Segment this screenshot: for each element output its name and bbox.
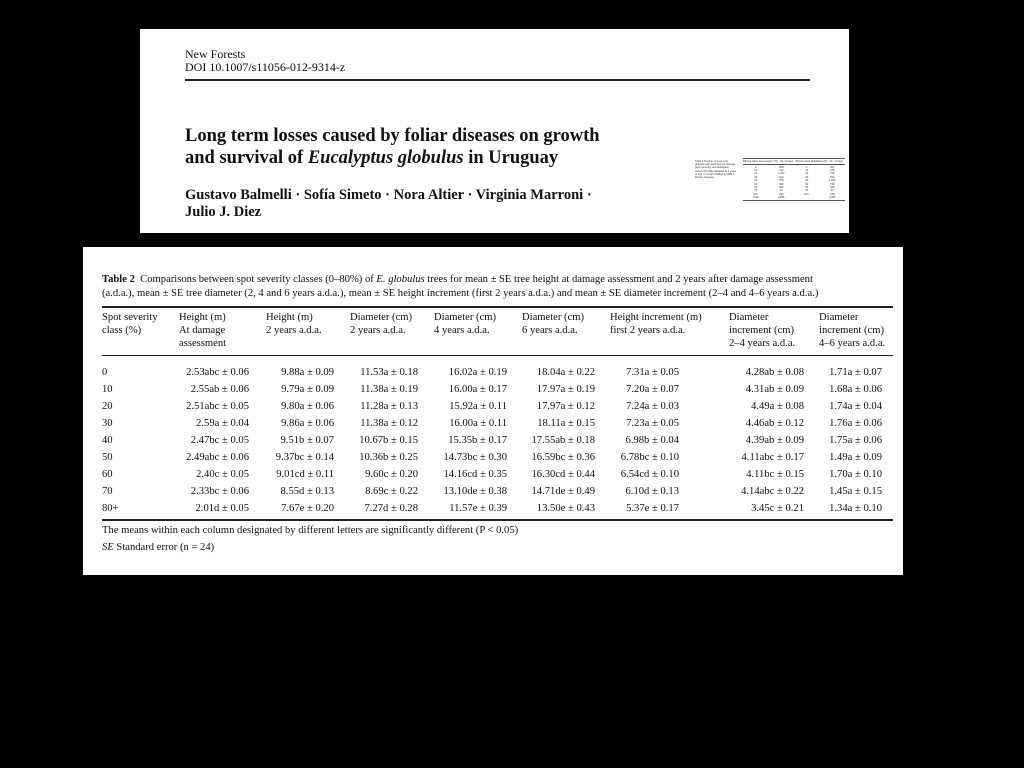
- table-cell: 6.98b ± 0.04: [625, 435, 679, 446]
- thumbnail-cell: 56: [830, 189, 834, 193]
- table-cell: 6.78bc ± 0.10: [620, 452, 679, 463]
- table-cell: 14.71de ± 0.49: [531, 486, 595, 497]
- table-cell: 6.10d ± 0.13: [625, 486, 679, 497]
- severity-class-cell: 10: [102, 384, 113, 395]
- table-cell: 7.27d ± 0.28: [364, 503, 418, 514]
- table-cell: 9.01cd ± 0.11: [276, 469, 334, 480]
- thumbnail-row: [743, 196, 845, 199]
- paper-authors: [185, 187, 705, 221]
- thumbnail-cell: 798: [779, 179, 784, 183]
- column-header-1: Spot severity: [102, 312, 158, 323]
- table-cell: 11.57e ± 0.39: [449, 503, 507, 514]
- table-cell: 9.86a ± 0.06: [281, 418, 334, 429]
- table-cell: 1.68a ± 0.06: [829, 384, 882, 395]
- thumbnail-cell: 419: [779, 168, 784, 172]
- table-cell: 4.31ab ± 0.09: [745, 384, 804, 395]
- table-cell: 2.53abc ± 0.06: [186, 367, 249, 378]
- table-cell: 4.28ab ± 0.08: [745, 367, 804, 378]
- table-cell: 1.74a ± 0.04: [829, 401, 882, 412]
- thumbnail-cell: Total: [753, 196, 759, 200]
- thumbnail-cell: 0: [806, 165, 808, 169]
- column-header-8: 2–4 years a.d.a.: [729, 338, 796, 349]
- table-label: Table 2: [102, 274, 135, 285]
- table-cell: 4.46ab ± 0.12: [745, 418, 804, 429]
- thumbnail-cell: 80+: [804, 192, 809, 196]
- table-bottom-rule: [102, 519, 893, 521]
- thumbnail-cell: 428: [830, 185, 835, 189]
- table-cell: 6.54cd ± 0.10: [620, 469, 679, 480]
- table-cell: 16.59bc ± 0.36: [531, 452, 595, 463]
- table-cell: 4.39ab ± 0.09: [745, 435, 804, 446]
- severity-class-cell: 70: [102, 486, 113, 497]
- severity-class-cell: 0: [102, 367, 108, 378]
- table-cell: 2.40c ± 0.05: [196, 469, 249, 480]
- table-cell: 7.23a ± 0.05: [626, 418, 679, 429]
- thumbnail-table: [743, 157, 845, 202]
- thumbnail-cell: 50: [805, 182, 809, 186]
- table-cell: 17.97a ± 0.19: [536, 384, 595, 395]
- caption-line-2: (a.d.a.), mean ± SE tree diameter (2, 4 and 6 years a.d.a.), mean ± SE height increment (first 2 years a.d.a.) and mean ± SE diameter increment (2–4 and 4–6 years a.d.a.): [102, 288, 819, 299]
- table-cell: 13.10de ± 0.38: [443, 486, 507, 497]
- thumbnail-cell: 40: [754, 179, 758, 183]
- thumbnail-cell: 40: [805, 179, 809, 183]
- thumbnail-cell: 1,019: [829, 179, 836, 183]
- table-cell: 9.51b ± 0.07: [280, 435, 334, 446]
- column-header-9: Diameter: [819, 312, 859, 323]
- journal-doi: DOI 10.1007/s11056-012-9314-z: [185, 60, 346, 74]
- thumbnail-header-cell: No. of trees: [779, 159, 794, 163]
- table1-thumbnail: [695, 157, 845, 230]
- table-cell: 1.71a ± 0.07: [829, 367, 882, 378]
- thumbnail-cell: 490: [779, 182, 784, 186]
- severity-class-cell: 20: [102, 401, 113, 412]
- table-cell: 15.35b ± 0.17: [448, 435, 507, 446]
- table-note-significance: The means within each column designated by different letters are significantly different (P < 0.05): [102, 525, 519, 536]
- table-cell: 16.30cd ± 0.44: [531, 469, 595, 480]
- table-note-se: SE Standard error (n = 24): [102, 542, 215, 553]
- thumbnail-cell: 303: [779, 185, 784, 189]
- table-cell: 1.76a ± 0.06: [829, 418, 882, 429]
- table-cell: 4.14abc ± 0.22: [741, 486, 804, 497]
- table-cell: 7.31a ± 0.05: [626, 367, 679, 378]
- species-name: Eucalyptus globulus: [307, 148, 464, 168]
- thumbnail-cell: 4,955: [778, 196, 785, 200]
- title-line-2: and survival of Eucalyptus globulus in Uruguay: [185, 148, 559, 168]
- column-header-6: 6 years a.d.a.: [522, 325, 578, 336]
- authors-line-1: Gustavo Balmelli · Sofía Simeto · Nora Altier · Virginia Marroni ·: [185, 187, 592, 203]
- paper-header-panel: [140, 29, 849, 233]
- thumbnail-cell: 278: [830, 192, 835, 196]
- table-cell: 4.11bc ± 0.15: [746, 469, 804, 480]
- thumbnail-cell: 20: [754, 172, 758, 176]
- table-cell: 7.24a ± 0.03: [626, 401, 679, 412]
- thumbnail-cell: 251: [830, 165, 835, 169]
- paper-title: [185, 125, 745, 169]
- thumbnail-cell: 912: [779, 175, 784, 179]
- table-cell: 1.70a ± 0.10: [829, 469, 882, 480]
- table-cell: 3.45c ± 0.21: [751, 503, 804, 514]
- title-line-1: Long term losses caused by foliar diseases on growth: [185, 126, 600, 146]
- thumbnail-cell: 70: [805, 189, 809, 193]
- table-cell: 11.53a ± 0.18: [360, 367, 418, 378]
- authors-line-2: Julio J. Diez: [185, 204, 262, 220]
- caption-species: E. globulus: [376, 274, 425, 285]
- table-cell: 2.33bc ± 0.06: [190, 486, 249, 497]
- column-header-5: Diameter (cm): [434, 312, 497, 323]
- thumbnail-caption: Table 1 Number of trees of E. globulus with each level of damage (spot severity) and defoliation caused by foliar diseases at 2 years of age, in a trial installed in 2003 in Rivera, Uruguay: [695, 160, 737, 180]
- column-header-7: first 2 years a.d.a.: [610, 325, 686, 336]
- thumbnail-cell: 70: [754, 189, 758, 193]
- table-cell: 2.49abc ± 0.06: [186, 452, 249, 463]
- table-cell: 8.55d ± 0.13: [280, 486, 334, 497]
- table-cell: 15.92a ± 0.11: [449, 401, 507, 412]
- table-cell: 9.60c ± 0.20: [365, 469, 418, 480]
- table-cell: 14.16cd ± 0.35: [443, 469, 507, 480]
- table-cell: 5.37e ± 0.17: [626, 503, 679, 514]
- table-top-rule: [102, 306, 893, 308]
- table-cell: 8.69c ± 0.22: [365, 486, 418, 497]
- table2-panel: [83, 247, 903, 575]
- thumbnail-cell: 79: [779, 189, 783, 193]
- column-header-4: Diameter (cm): [350, 312, 413, 323]
- thumbnail-cell: 816: [830, 175, 835, 179]
- thumbnail-header-cell: No. of trees: [829, 159, 843, 163]
- column-header-2: Height (m): [179, 312, 226, 323]
- table-cell: 17.55ab ± 0.18: [531, 435, 595, 446]
- severity-class-cell: 60: [102, 469, 113, 480]
- table-cell: 7.20a ± 0.07: [626, 384, 679, 395]
- severity-class-cell: 80+: [102, 503, 119, 514]
- table-cell: 16.00a ± 0.17: [448, 384, 507, 395]
- thumbnail-header-cell: Phoma class spot severity (%): [743, 159, 778, 163]
- thumbnail-cell: 4,955: [829, 196, 836, 200]
- table-cell: 4.11abc ± 0.17: [741, 452, 804, 463]
- table-cell: 11.28a ± 0.13: [360, 401, 418, 412]
- table-cell: 9.79a ± 0.09: [281, 384, 334, 395]
- column-header-8: Diameter: [729, 312, 769, 323]
- thumbnail-cell: 748: [830, 182, 835, 186]
- table-cell: 4.49a ± 0.08: [751, 401, 804, 412]
- severity-class-cell: 40: [102, 435, 113, 446]
- table-caption: Table 2 Comparisons between spot severity classes (0–80%) of E. globulus trees for mean ± SE tree height at damage assessment and 2 years after damage assessment (a.d.a.), mean ± SE tree diameter (2, 4 and 6 years a.d.a.), mean ± SE height increment (first 2 years a.d.a.) and mean ± SE diameter increment (2–4 and 4–6 years a.d.a.): [102, 274, 819, 299]
- thumbnail-cell: 278: [830, 168, 835, 172]
- thumbnail-cell: 30: [754, 175, 758, 179]
- column-header-3: 2 years a.d.a.: [266, 325, 322, 336]
- table-cell: 17.97a ± 0.12: [536, 401, 595, 412]
- thumbnail-cell: 358: [779, 165, 784, 169]
- table-cell: 9.88a ± 0.09: [281, 367, 334, 378]
- thumbnail-cell: 20: [805, 172, 809, 176]
- severity-class-cell: 30: [102, 418, 113, 429]
- table-cell: 10.67b ± 0.15: [359, 435, 418, 446]
- thumbnail-cell: 60: [805, 185, 809, 189]
- column-header-9: increment (cm): [819, 325, 885, 336]
- column-header-5: 4 years a.d.a.: [434, 325, 490, 336]
- table-cell: 7.67e ± 0.20: [281, 503, 334, 514]
- thumbnail-cell: 30: [805, 175, 809, 179]
- journal-info: [185, 48, 345, 74]
- table-cell: 1.34a ± 0.10: [829, 503, 882, 514]
- table-cell: 9.80a ± 0.06: [281, 401, 334, 412]
- column-header-6: Diameter (cm): [522, 312, 585, 323]
- column-header-2: assessment: [179, 338, 227, 349]
- thumbnail-header-cell: Phoma class defoliation (%): [795, 159, 828, 163]
- thumbnail-cell: [794, 196, 820, 199]
- thumbnail-cell: 60: [754, 185, 758, 189]
- table-cell: 10.36b ± 0.25: [359, 452, 418, 463]
- thumbnail-header-row: [743, 160, 845, 163]
- table-cell: 18.04a ± 0.22: [536, 367, 595, 378]
- table-cell: 14.73bc ± 0.30: [443, 452, 507, 463]
- column-header-2: At damage: [179, 325, 226, 336]
- table-cell: 16.02a ± 0.19: [448, 367, 507, 378]
- table-cell: 18.11a ± 0.15: [537, 418, 595, 429]
- table-cell: 2.01d ± 0.05: [195, 503, 249, 514]
- column-header-8: increment (cm): [729, 325, 795, 336]
- table-cell: 2.59a ± 0.04: [196, 418, 249, 429]
- thumbnail-cell: 294: [779, 192, 784, 196]
- table-cell: 2.47bc ± 0.05: [190, 435, 249, 446]
- column-header-3: Height (m): [266, 312, 313, 323]
- table-cell: 2.55ab ± 0.06: [190, 384, 249, 395]
- table-header-rule: [102, 355, 893, 356]
- table-cell: 1.49a ± 0.09: [829, 452, 882, 463]
- thumbnail-cell: 50: [754, 182, 758, 186]
- thumbnail-cell: 0: [755, 165, 757, 169]
- table-cell: 11.38a ± 0.19: [360, 384, 418, 395]
- thumbnail-cell: 10: [805, 168, 809, 172]
- table-cell: 1.45a ± 0.15: [829, 486, 882, 497]
- column-header-9: 4–6 years a.d.a.: [819, 338, 886, 349]
- table-cell: 1.75a ± 0.06: [829, 435, 882, 446]
- header-rule: [185, 79, 810, 81]
- table-cell: 2.51abc ± 0.05: [186, 401, 249, 412]
- journal-name: New Forests: [185, 47, 246, 61]
- thumbnail-cell: 1,002: [778, 172, 785, 176]
- table-cell: 11.38a ± 0.12: [360, 418, 418, 429]
- table-cell: 13.50e ± 0.43: [536, 503, 595, 514]
- column-header-4: 2 years a.d.a.: [350, 325, 406, 336]
- severity-class-cell: 50: [102, 452, 113, 463]
- table-cell: 16.00a ± 0.11: [449, 418, 507, 429]
- column-header-7: Height increment (m): [610, 312, 702, 323]
- thumbnail-cell: 10: [754, 168, 758, 172]
- thumbnail-cell: 80+: [753, 192, 758, 196]
- table-cell: 9.37bc ± 0.14: [275, 452, 334, 463]
- thumbnail-cell: 748: [830, 172, 835, 176]
- column-header-1: class (%): [102, 325, 142, 336]
